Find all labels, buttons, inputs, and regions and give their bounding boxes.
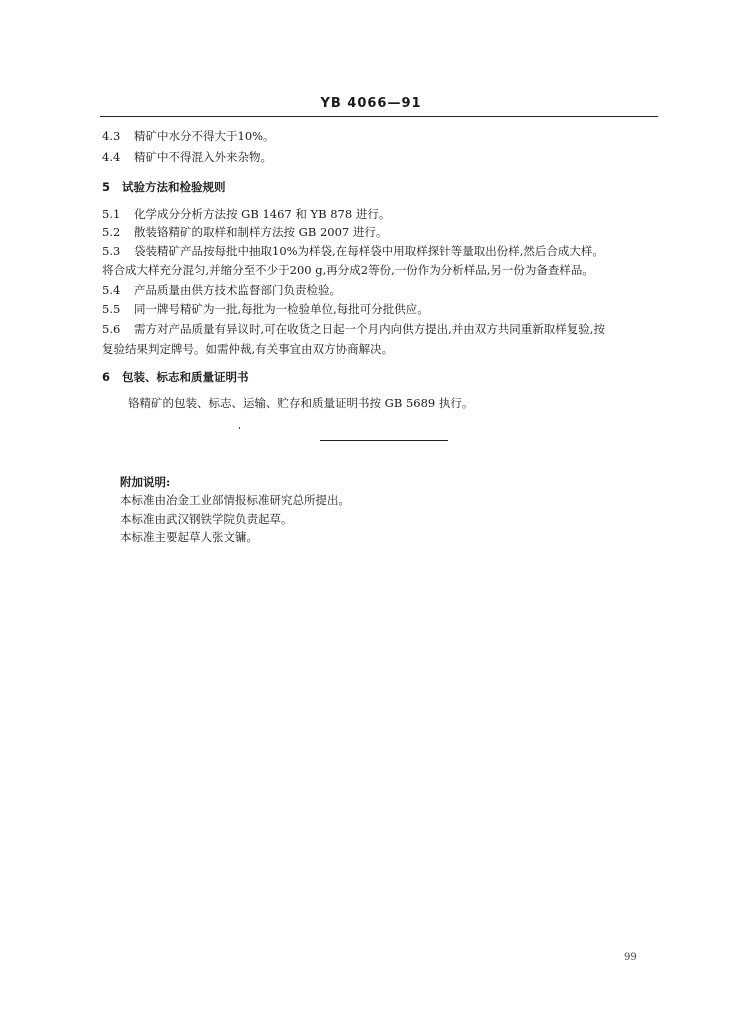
appendix-line: 本标准主要起草人张文镛。 bbox=[120, 530, 258, 544]
section-6-body: 铬精矿的包装、标志、运输、贮存和质量证明书按 GB 5689 执行。 bbox=[128, 396, 474, 410]
clause-5-1 bbox=[102, 206, 390, 222]
clause-text: 产品质量由供方技术监督部门负责检验。 bbox=[134, 283, 341, 297]
clause-5-5 bbox=[102, 301, 429, 317]
clause-4-4 bbox=[102, 149, 272, 165]
clause-text: 散装铬精矿的取样和制样方法按 GB 2007 进行。 bbox=[134, 225, 388, 239]
page-number: 99 bbox=[624, 952, 637, 963]
clause-4-3 bbox=[102, 128, 275, 144]
clause-text: 精矿中水分不得大于10%。 bbox=[134, 129, 275, 143]
clause-text: 精矿中不得混入外来杂物。 bbox=[134, 150, 272, 164]
clause-number: 5.5 bbox=[102, 302, 121, 316]
clause-5-3 bbox=[102, 243, 604, 259]
clause-number: 4.4 bbox=[102, 150, 121, 164]
clause-number: 5.3 bbox=[102, 244, 121, 258]
clause-text: 化学成分分析方法按 GB 1467 和 YB 878 进行。 bbox=[134, 207, 391, 221]
clause-5-6 bbox=[102, 321, 605, 337]
clause-text: 同一牌号精矿为一批,每批为一检验单位,每批可分批供应。 bbox=[134, 302, 429, 316]
header-rule bbox=[100, 116, 658, 117]
appendix-title: 附加说明: bbox=[120, 475, 171, 489]
clause-5-4 bbox=[102, 282, 341, 298]
clause-text: 需方对产品质量有异议时,可在收货之日起一个月内向供方提出,并由双方共同重新取样复验,按 bbox=[134, 322, 605, 336]
section-number: 5 bbox=[102, 180, 111, 194]
section-6-heading bbox=[102, 369, 249, 385]
clause-number: 5.2 bbox=[102, 225, 121, 239]
section-number: 6 bbox=[102, 370, 111, 384]
standard-code-header: YB 4066—91 bbox=[320, 96, 422, 111]
clause-number: 5.1 bbox=[102, 207, 121, 221]
clause-5-6-continuation: 复验结果判定牌号。如需仲裁,有关事宜由双方协商解决。 bbox=[102, 342, 394, 356]
clause-5-2 bbox=[102, 224, 387, 240]
scan-speck bbox=[239, 427, 240, 429]
section-5-heading bbox=[102, 179, 226, 195]
appendix-line: 本标准由武汉钢铁学院负责起草。 bbox=[120, 512, 293, 526]
appendix-line: 本标准由冶金工业部情报标准研究总所提出。 bbox=[120, 493, 350, 507]
clause-number: 5.6 bbox=[102, 322, 121, 336]
clause-text: 袋装精矿产品按每批中抽取10%为样袋,在每样袋中用取样探针等量取出份样,然后合成大样。 bbox=[134, 244, 604, 258]
clause-5-3-continuation: 将合成大样充分混匀,并缩分至不少于200 g,再分成2等份,一份作为分析样品,另一份为备查样品。 bbox=[102, 263, 594, 277]
end-rule bbox=[320, 440, 448, 441]
clause-number: 5.4 bbox=[102, 283, 121, 297]
section-title: 包装、标志和质量证明书 bbox=[122, 370, 249, 384]
clause-number: 4.3 bbox=[102, 129, 121, 143]
section-title: 试验方法和检验规则 bbox=[122, 180, 226, 194]
